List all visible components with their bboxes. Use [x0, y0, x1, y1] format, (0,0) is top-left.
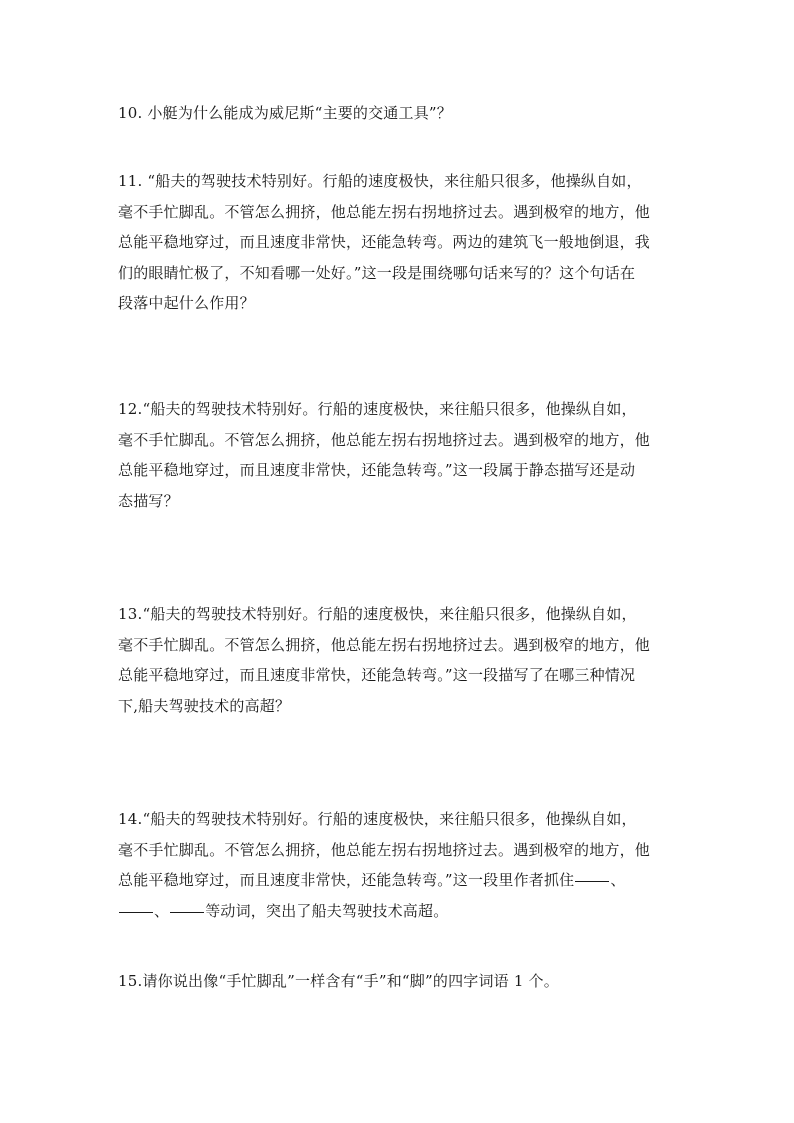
question-14 — [118, 804, 683, 926]
question-10 — [118, 98, 683, 129]
question-11-line-4: 们的眼睛忙极了，不知看哪一处好。”这一段是围绕哪句话来写的？这个句话在 — [118, 263, 636, 282]
question-11-line-1: 11. “船夫的驾驶技术特别好。行船的速度极快，来往船只很多，他操纵自如， — [118, 172, 642, 190]
question-12-line-3: 总能平稳地穿过，而且速度非常快，还能急转弯。”这一段属于静态描写还是动 — [118, 461, 636, 479]
question-14-line-4-text: 等动词，突出了船夫驾驶技术高超。 — [205, 901, 449, 920]
question-13 — [118, 599, 683, 721]
question-14-line-3-text: 总能平稳地穿过，而且速度非常快，还能急转弯。”这一段里作者抓住 — [118, 871, 575, 889]
question-14-line-4 — [118, 896, 683, 927]
question-11 — [118, 166, 683, 319]
question-13-line-1: 13.“船夫的驾驶技术特别好。行船的速度极快，来往船只很多，他操纵自如， — [118, 605, 637, 623]
question-13-line-3: 总能平稳地穿过，而且速度非常快，还能急转弯。”这一段描写了在哪三种情况 — [118, 666, 636, 684]
question-14-line-2: 毫不手忙脚乱。不管怎么拥挤，他总能左拐右拐地挤过去。遇到极窄的地方，他 — [118, 840, 651, 859]
question-12-line-4: 态描写？ — [118, 491, 179, 510]
question-13-line-2: 毫不手忙脚乱。不管怎么拥挤，他总能左拐右拐地挤过去。遇到极窄的地方，他 — [118, 635, 651, 654]
question-11-line-3: 总能平稳地穿过，而且速度非常快，还能急转弯。两边的建筑飞一般地倒退，我 — [118, 233, 651, 251]
question-15-line-1: 15.请你说出像“手忙脚乱”一样含有“手”和“脚”的四字词语 1 个。 — [118, 972, 559, 990]
answer-blank-3[interactable] — [170, 911, 204, 913]
question-14-line-3 — [118, 865, 683, 896]
question-12-line-1: 12.“船夫的驾驶技术特别好。行船的速度极快，来往船只很多，他操纵自如， — [118, 400, 637, 418]
question-11-line-2: 毫不手忙脚乱。不管怎么拥挤，他总能左拐右拐地挤过去。遇到极窄的地方，他 — [118, 202, 651, 221]
blank-separator-2: 、 — [154, 901, 170, 920]
blank-separator-1: 、 — [610, 871, 626, 889]
question-13-line-4: 下,船夫驾驶技术的高超？ — [118, 696, 291, 715]
question-12 — [118, 394, 683, 516]
question-15 — [118, 966, 683, 997]
question-10-line-1: 10. 小艇为什么能成为威尼斯“主要的交通工具”？ — [118, 104, 452, 122]
question-14-line-1: 14.“船夫的驾驶技术特别好。行船的速度极快，来往船只很多，他操纵自如， — [118, 810, 637, 828]
answer-blank-2[interactable] — [119, 911, 153, 913]
question-11-line-5: 段落中起什么作用？ — [118, 294, 255, 312]
answer-blank-1[interactable] — [575, 880, 609, 882]
question-12-line-2: 毫不手忙脚乱。不管怎么拥挤，他总能左拐右拐地挤过去。遇到极窄的地方，他 — [118, 430, 651, 449]
